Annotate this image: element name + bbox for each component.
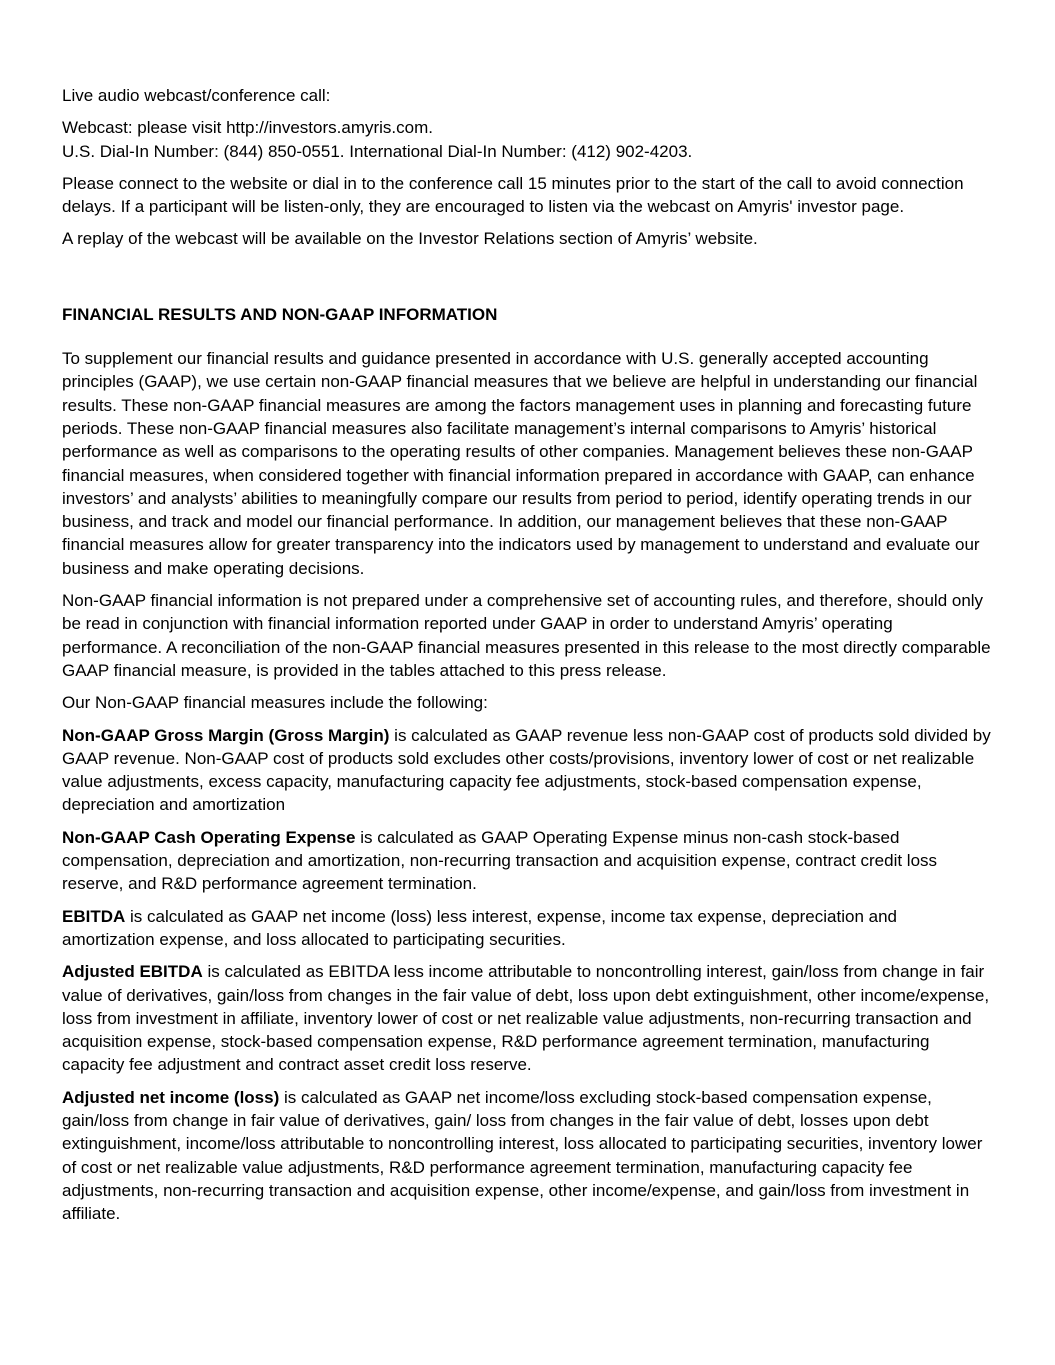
paragraph-gross-margin-definition (62, 724, 991, 817)
paragraph-measures-intro (62, 691, 991, 714)
webcast-call-heading: Live audio webcast/conference call: (62, 86, 331, 105)
webcast-url-line: Webcast: please visit http://investors.amyris.com. (62, 118, 433, 138)
paragraph-lead: Non-GAAP Gross Margin (Gross Margin) (62, 725, 390, 745)
paragraph-text: is calculated as GAAP revenue less non-GAAP cost of products sold divided by GAAP revenue. Non-GAAP cost of products sold excludes other costs/provisions, inventory lower of cost or net realizable value adjustments, excess capacity, manufacturing capacity fee adjustments, stock-based compensation expense, depreciation and amortization (62, 725, 991, 815)
paragraph-text: is calculated as GAAP net income/loss excluding stock-based compensation expense, gain/loss from change in fair value of derivatives, gain/ loss from changes in the fair value of debt, losses upon debt extinguishment, income/loss attributable to noncontrolling interest, loss allocated to participating securities, inventory lower of cost or net realizable value adjustments, R&D performance agreement termination, manufacturing capacity fee adjustments, non-recurring transaction and acquisition expense, other income/expense, and gain/loss from investment in affiliate. (62, 1087, 983, 1224)
paragraph-lead: Non-GAAP Cash Operating Expense (62, 827, 356, 847)
paragraph-text: To supplement our financial results and guidance presented in accordance with U.S. generally accepted accounting principles (GAAP), we use certain non-GAAP financial measures that we believe are helpful in understanding our financial results. These non-GAAP financial measures are among the factors management uses in planning and forecasting future periods. These non-GAAP financial measures also facilitate management’s internal comparisons to Amyris’ historical performance as well as comparisons to the operating results of other companies. Management believes these non-GAAP financial measures, when considered together with financial information prepared in accordance with GAAP, can enhance investors’ and analysts’ abilities to meaningfully compare our results from period to period, identify operating trends in our business, and track and model our financial performance. In addition, our management believes that these non-GAAP financial measures allow for greater transparency into the indicators used by management to understand and evaluate our business and make operating decisions. (62, 349, 980, 578)
document-body (62, 0, 991, 1234)
paragraph-adjusted-ebitda-definition (62, 960, 991, 1076)
paragraph-text: is calculated as GAAP net income (loss) less interest, expense, income tax expense, depreciation and amortization expense, and loss allocated to participating securities. (62, 906, 897, 949)
paragraph-text: is calculated as GAAP Operating Expense minus non-cash stock-based compensation, depreciation and amortization, non-recurring transaction and acquisition expense, contract credit loss reserve, and R&D performance agreement termination. (62, 827, 938, 894)
paragraph-adjusted-net-income-definition (62, 1086, 991, 1226)
paragraph-supplement-overview (62, 347, 991, 580)
paragraph-non-gaap-disclaimer (62, 589, 991, 682)
paragraph-lead: Adjusted net income (loss) (62, 1087, 280, 1107)
webcast-dialin-paragraph (62, 116, 991, 163)
paragraph-lead: EBITDA (62, 906, 126, 926)
paragraph-text: Our Non-GAAP financial measures include the following: (62, 693, 488, 713)
paragraph-lead: Adjusted EBITDA (62, 962, 203, 982)
replay-paragraph: A replay of the webcast will be available on the Investor Relations section of Amyris’ website. (62, 229, 758, 249)
paragraph-text: Non-GAAP financial information is not prepared under a comprehensive set of accounting rules, and therefore, should only be read in conjunction with financial information reported under GAAP in order to understand Amyris’ operating performance. A reconciliation of the non-GAAP financial measures presented in this release to the most directly comparable GAAP financial measure, is provided in the tables attached to this press release. (62, 591, 991, 680)
dialin-numbers-line: U.S. Dial-In Number: (844) 850-0551. International Dial-In Number: (412) 902-4203. (62, 141, 693, 161)
paragraph-text: is calculated as EBITDA less income attributable to noncontrolling interest, gain/loss from change in fair value of derivatives, gain/loss from changes in the fair value of debt, loss upon debt extinguishment, other income/expense, loss from investment in affiliate, inventory lower of cost or net realizable value adjustments, non-recurring transaction and acquisition expense, stock-based compensation expense, R&D performance agreement termination, manufacturing capacity fee adjustment and contract asset credit loss reserve. (62, 962, 990, 1075)
section-heading: FINANCIAL RESULTS AND NON-GAAP INFORMATION (62, 304, 498, 324)
paragraph-cash-opex-definition (62, 826, 991, 896)
paragraph-ebitda-definition (62, 905, 991, 952)
connect-instructions-paragraph: Please connect to the website or dial in to the conference call 15 minutes prior to the start of the call to avoid connection delays. If a participant will be listen-only, they are encouraged to listen via the webcast on Amyris' investor page. (62, 173, 964, 217)
